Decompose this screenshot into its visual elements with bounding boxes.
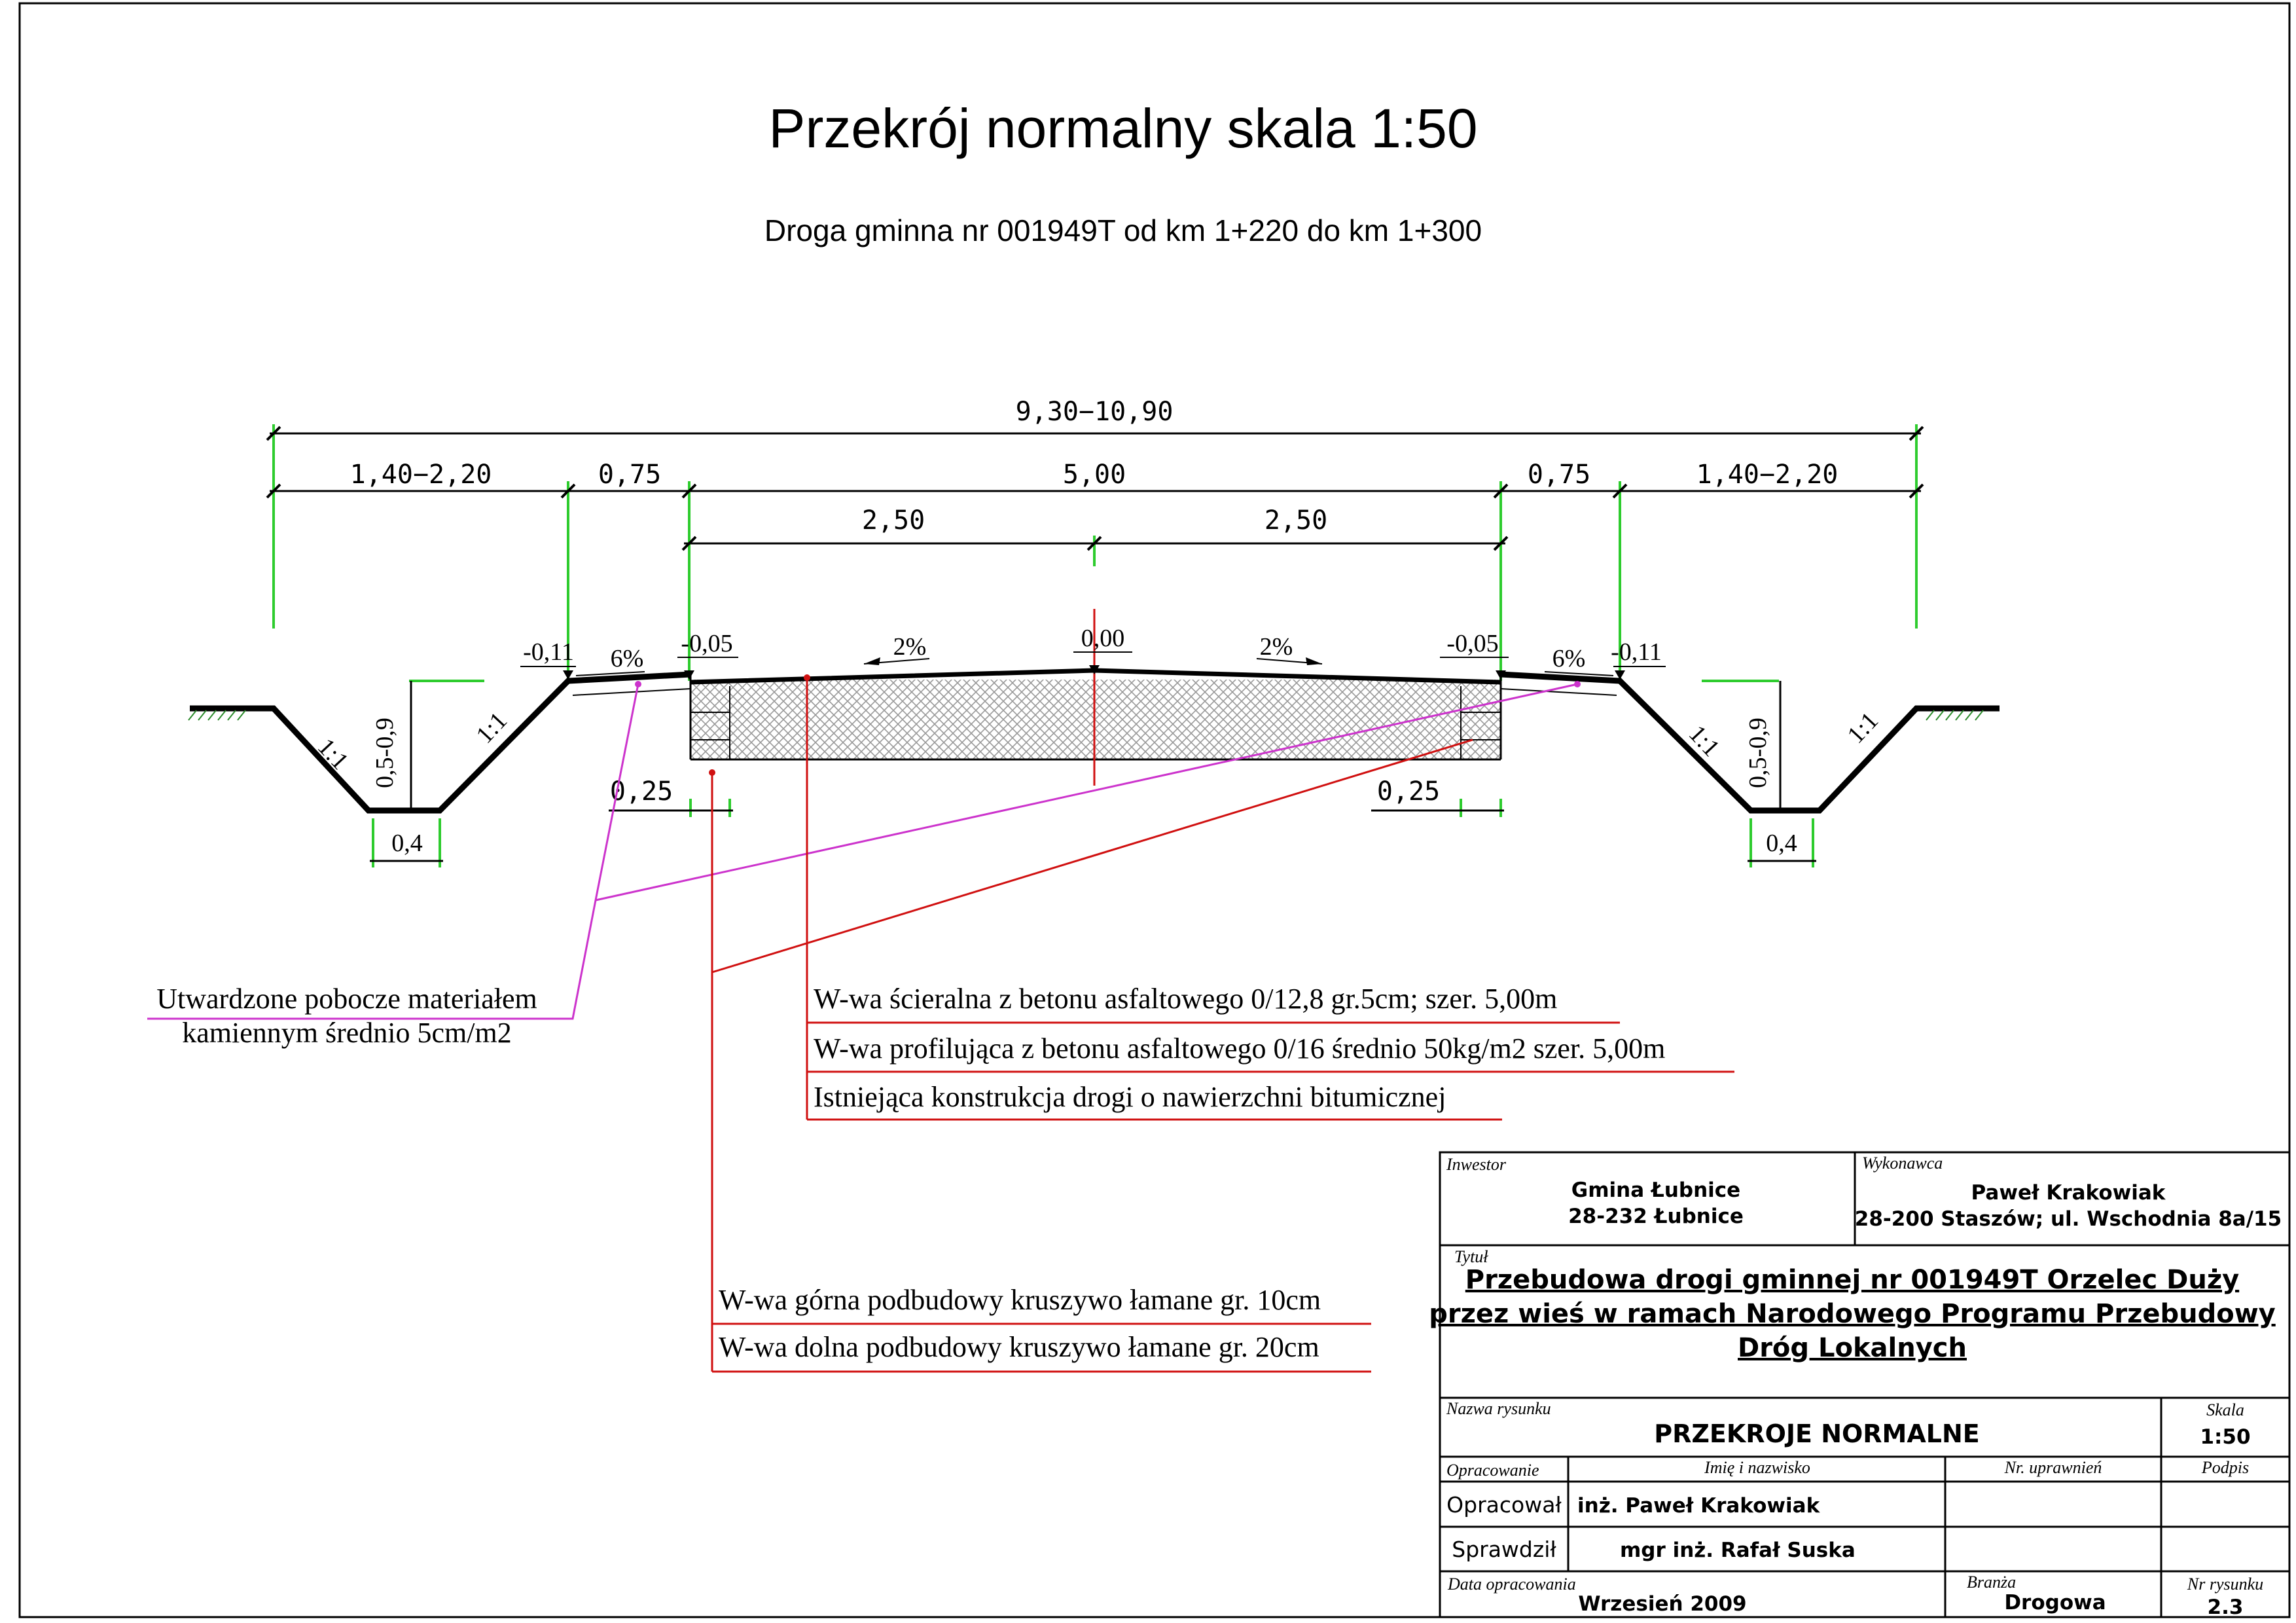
annotation-shoulder-line1: Utwardzone pobocze materiałem	[156, 983, 537, 1015]
tb-drawing-no: 2.3	[2207, 1596, 2244, 1619]
slope-ditch-rl: 1:1	[1683, 720, 1725, 762]
dim-right-edge: 0,25	[1376, 776, 1441, 807]
tb-title-line1: Przebudowa drogi gminnej nr 001949T Orzelec Duży	[1465, 1265, 2240, 1295]
dim-right-shoulder: 0,75	[1527, 460, 1591, 490]
level-left-shoulder: -0,11	[523, 638, 574, 666]
dim-left-edge: 0,25	[609, 776, 673, 807]
drawing-subtitle: Droga gminna nr 001949T od km 1+220 do km 1+300	[764, 213, 1482, 247]
annotation-wearing-course: W-wa ścieralna z betonu asfaltowego 0/12,8 gr.5cm; szer. 5,00m	[814, 983, 1558, 1015]
slope-ditch-rr: 1:1	[1842, 706, 1884, 749]
tb-signature-label: Podpis	[2201, 1458, 2250, 1477]
tb-prepared-by-label: Opracował	[1446, 1492, 1562, 1518]
annotation-upper-base: W-wa górna podbudowy kruszywo łamane gr. 10cm	[719, 1284, 1321, 1316]
dim-left-ditch-depth: 0,5-0,9	[371, 718, 399, 788]
tb-drawing-no-label: Nr rysunku	[2187, 1575, 2264, 1594]
dim-right-ditch: 1,40−2,20	[1696, 460, 1839, 490]
slope-left-shoulder: 6%	[610, 645, 644, 672]
slope-ditch-ll: 1:1	[312, 733, 354, 775]
slope-left-lane: 2%	[893, 633, 927, 661]
tb-name-label: Imię i nazwisko	[1704, 1458, 1810, 1477]
tb-checked-by: mgr inż. Rafał Suska	[1620, 1539, 1856, 1562]
tb-scale-label: Skala	[2206, 1400, 2244, 1419]
drawing-title: Przekrój normalny skala 1:50	[768, 98, 1478, 159]
dim-total: 9,30−10,90	[1015, 397, 1174, 427]
slope-right-shoulder: 6%	[1552, 645, 1586, 672]
level-right-shoulder: -0,11	[1611, 638, 1662, 666]
tb-drawing-name: PRZEKROJE NORMALNE	[1654, 1419, 1980, 1448]
tb-scale: 1:50	[2200, 1425, 2251, 1449]
tb-title-label: Tytuł	[1454, 1247, 1488, 1266]
tb-investor-address: 28-232 Łubnice	[1568, 1205, 1744, 1228]
tb-title-line3: Dróg Lokalnych	[1738, 1333, 1967, 1363]
tb-branch-label: Branża	[1967, 1573, 2017, 1592]
dim-right-ditch-bottom: 0,4	[1766, 830, 1797, 857]
level-axis: 0,00	[1081, 625, 1125, 652]
tb-date: Wrzesień 2009	[1578, 1592, 1747, 1616]
tb-date-label: Data opracowania	[1448, 1575, 1576, 1594]
dim-left-ditch: 1,40−2,20	[350, 460, 492, 490]
slope-right-lane: 2%	[1259, 633, 1293, 661]
slope-ditch-lr: 1:1	[471, 706, 513, 749]
tb-drawing-name-label: Nazwa rysunku	[1446, 1399, 1551, 1418]
dim-carriageway: 5,00	[1062, 460, 1126, 490]
level-right-edge: -0,05	[1446, 630, 1499, 657]
dim-right-ditch-depth: 0,5-0,9	[1744, 718, 1772, 788]
level-left-edge: -0,05	[681, 630, 733, 657]
tb-contractor-label: Wykonawca	[1862, 1154, 1943, 1173]
annotation-lower-base: W-wa dolna podbudowy kruszywo łamane gr. 20cm	[719, 1331, 1319, 1363]
annotation-shoulder-line2: kamiennym średnio 5cm/m2	[182, 1017, 512, 1049]
tb-contractor-name: Paweł Krakowiak	[1971, 1181, 2166, 1205]
dim-left-shoulder: 0,75	[598, 460, 662, 490]
tb-checked-by-label: Sprawdził	[1452, 1537, 1556, 1562]
tb-branch: Drogowa	[2004, 1591, 2106, 1614]
tb-license-label: Nr. uprawnień	[2004, 1458, 2102, 1477]
tb-investor-name: Gmina Łubnice	[1571, 1178, 1741, 1202]
dim-left-ditch-bottom: 0,4	[391, 830, 423, 857]
dim-right-lane: 2,50	[1264, 505, 1328, 536]
tb-investor-label: Inwestor	[1446, 1155, 1506, 1174]
annotation-profiling-course: W-wa profilująca z betonu asfaltowego 0/16 średnio 50kg/m2 szer. 5,00m	[814, 1032, 1666, 1065]
tb-title-line2: przez wieś w ramach Narodowego Programu Przebudowy	[1429, 1299, 2276, 1329]
tb-prepared-by: inż. Paweł Krakowiak	[1577, 1494, 1820, 1518]
tb-contractor-address: 28-200 Staszów; ul. Wschodnia 8a/15	[1854, 1207, 2282, 1231]
tb-prepared-label: Opracowanie	[1446, 1461, 1539, 1480]
dim-left-lane: 2,50	[861, 505, 925, 536]
annotation-existing: Istniejąca konstrukcja drogi o nawierzchni bitumicznej	[814, 1081, 1446, 1113]
